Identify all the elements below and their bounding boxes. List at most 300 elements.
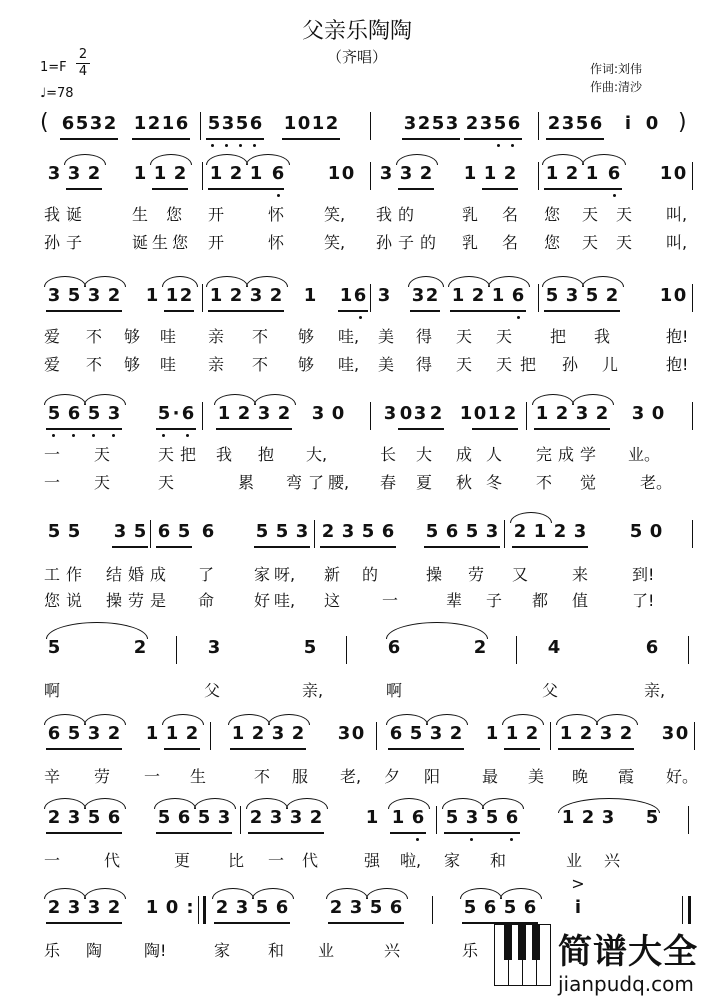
note: 2 <box>251 723 265 744</box>
slur <box>150 154 192 165</box>
slur <box>44 276 86 287</box>
note: 0 <box>649 521 663 542</box>
note: 3 <box>411 285 425 306</box>
note: 6 <box>483 897 497 918</box>
note: 2 <box>291 723 305 744</box>
lyrics-3a <box>40 442 694 464</box>
lyric: 命 <box>197 591 214 610</box>
note: 5 <box>255 897 269 918</box>
octave-dot <box>112 434 115 437</box>
lyric: 腰, <box>328 473 350 492</box>
lyric: 我 <box>215 445 232 464</box>
note: 1 <box>491 285 505 306</box>
note: 2 <box>277 403 291 424</box>
underline <box>398 428 444 430</box>
lyric: 一 <box>43 445 60 464</box>
lyric: 服 <box>291 767 308 786</box>
slur <box>64 154 106 165</box>
time-bottom: 4 <box>78 64 88 79</box>
note: 1 <box>165 285 179 306</box>
slur <box>212 888 254 899</box>
lyric: 您 <box>171 233 188 252</box>
lyric: 笑, <box>324 233 346 252</box>
note: 0 <box>399 403 413 424</box>
lyric: 陶! <box>144 941 167 960</box>
watermark-name: 简谱大全 <box>558 932 698 972</box>
note: 6 <box>275 897 289 918</box>
note: 2 <box>47 807 61 828</box>
lyric: 大, <box>306 445 328 464</box>
lyric: 代 <box>103 851 120 870</box>
lyric: 成 <box>149 565 166 584</box>
lyric: 代 <box>301 851 318 870</box>
underline <box>534 428 610 430</box>
underline <box>248 832 324 834</box>
score-row-7 <box>40 806 694 830</box>
note: 3 <box>207 637 221 658</box>
score-row-5 <box>40 636 694 660</box>
slur <box>246 798 288 809</box>
lyric: 辛 <box>43 767 60 786</box>
lyric: 不 <box>535 473 552 492</box>
note: 3 <box>349 897 363 918</box>
lyric: 我 <box>593 327 610 346</box>
note: 6 <box>607 163 621 184</box>
note: 1 <box>311 113 325 134</box>
barline <box>202 162 203 190</box>
lyric: 好 <box>253 591 270 610</box>
lyric: 天 <box>615 205 632 224</box>
lyric: 一 <box>267 851 284 870</box>
final-barline-thick <box>688 896 691 924</box>
intro-close-paren: ) <box>678 110 687 135</box>
note: 3 <box>87 723 101 744</box>
note: 1 <box>133 163 147 184</box>
lyric: 来 <box>571 565 588 584</box>
note: 2 <box>555 403 569 424</box>
slur <box>254 394 296 405</box>
lyric: 笑, <box>324 205 346 224</box>
lyric: 啊 <box>385 681 402 700</box>
note: 6 <box>445 521 459 542</box>
lyric: 天 <box>93 445 110 464</box>
lyric: 阳 <box>423 767 440 786</box>
note: 3 <box>47 163 61 184</box>
note: 2 <box>553 521 567 542</box>
lyric: 把 <box>179 445 196 464</box>
slur <box>582 276 624 287</box>
octave-dot <box>511 144 514 147</box>
barline <box>688 636 689 664</box>
lyric: 呀, <box>274 565 296 584</box>
underline <box>46 832 122 834</box>
lyric: 生 <box>131 205 148 224</box>
note: 3 <box>341 521 355 542</box>
slur <box>542 276 584 287</box>
underline <box>388 748 464 750</box>
note: 1 <box>659 163 673 184</box>
note: 3 <box>403 113 417 134</box>
note: 5 <box>177 521 191 542</box>
lyric: 不 <box>85 355 102 374</box>
note: 3 <box>337 723 351 744</box>
note: 5 <box>235 113 249 134</box>
note: 1 <box>161 113 175 134</box>
lyric: 晚 <box>571 767 588 786</box>
octave-dot <box>186 434 189 437</box>
note: 3 <box>289 807 303 828</box>
note: 2 <box>269 285 283 306</box>
slur <box>162 714 204 725</box>
note: 1 <box>463 163 477 184</box>
intro-row <box>40 112 694 136</box>
lyric: 更 <box>173 851 190 870</box>
note: 1 <box>327 163 341 184</box>
note: 1 <box>483 163 497 184</box>
note: 3 <box>445 113 459 134</box>
barline <box>692 402 693 430</box>
lyric: 工 <box>43 565 60 584</box>
lyric: 名 <box>501 205 518 224</box>
lyric: 弯 <box>285 473 302 492</box>
note: 3 <box>235 897 249 918</box>
slur <box>488 276 530 287</box>
lyric: 新 <box>323 565 340 584</box>
site-watermark <box>494 924 714 997</box>
note: 5 <box>75 113 89 134</box>
lyric: 最 <box>481 767 498 786</box>
underline <box>546 138 604 140</box>
octave-dot <box>416 838 419 841</box>
slur <box>596 714 638 725</box>
lyric: 兴 <box>383 941 400 960</box>
octave-dot <box>72 434 75 437</box>
barline <box>200 112 201 140</box>
lyrics-7 <box>40 848 694 870</box>
note: 3 <box>67 897 81 918</box>
note: 3 <box>429 723 443 744</box>
barline <box>526 402 527 430</box>
barline <box>550 722 551 750</box>
lyric: 了 <box>197 565 214 584</box>
lyric: 不 <box>251 355 268 374</box>
barline <box>538 284 539 312</box>
lyric: 哇 <box>159 355 176 374</box>
note: 2 <box>619 723 633 744</box>
lyrics-2a <box>40 324 694 346</box>
slur <box>542 154 584 165</box>
score-row-6 <box>40 722 694 746</box>
note: 3 <box>217 807 231 828</box>
note: 0 <box>673 285 687 306</box>
lyric: 抱! <box>666 355 689 374</box>
lyric: 够 <box>123 355 140 374</box>
note: 2 <box>579 723 593 744</box>
barline <box>346 636 347 664</box>
note: 3 <box>249 285 263 306</box>
note: 2 <box>179 285 193 306</box>
lyric: 乐 <box>461 941 478 960</box>
lyric: 一 <box>43 851 60 870</box>
note: 2 <box>185 723 199 744</box>
barline <box>370 284 371 312</box>
lyric: 得 <box>415 327 432 346</box>
underline <box>230 748 306 750</box>
barline <box>202 402 203 430</box>
barline <box>504 520 505 548</box>
note: 2 <box>215 897 229 918</box>
time-signature <box>76 48 90 79</box>
score-row-1 <box>40 162 694 186</box>
octave-dot <box>162 434 165 437</box>
slur <box>286 798 328 809</box>
lyric: 您 <box>543 205 560 224</box>
lyric: 抱 <box>257 445 274 464</box>
slur <box>46 622 148 639</box>
octave-dot <box>517 316 520 319</box>
underline <box>156 546 192 548</box>
underline <box>132 138 190 140</box>
slur <box>572 394 614 405</box>
intro-open-paren: ( <box>40 110 49 135</box>
note: 1 <box>145 285 159 306</box>
lyric: 诞 <box>131 233 148 252</box>
underline <box>544 188 622 190</box>
lyric: 父 <box>541 681 558 700</box>
underline <box>46 922 122 924</box>
octave-dot <box>239 144 242 147</box>
note: 6 <box>389 723 403 744</box>
lyrics-3b <box>40 470 694 492</box>
lyric: 够 <box>297 355 314 374</box>
octave-dot <box>253 144 256 147</box>
slur <box>84 394 126 405</box>
note: 3 <box>661 723 675 744</box>
slur <box>44 798 86 809</box>
note: 1 <box>533 521 547 542</box>
slur <box>246 276 288 287</box>
note: 3 <box>561 113 575 134</box>
note: 5 <box>585 285 599 306</box>
lyric: 天 <box>615 233 632 252</box>
note: 2 <box>503 403 517 424</box>
barline <box>370 162 371 190</box>
note: 1 <box>487 403 501 424</box>
lyricist-credit: 作词:刘伟 <box>590 62 643 76</box>
note: i <box>574 897 582 918</box>
note: 2 <box>525 723 539 744</box>
underline <box>152 188 188 190</box>
black-key <box>518 924 526 960</box>
note: 2 <box>473 637 487 658</box>
lyric: 成 <box>557 445 574 464</box>
note: 3 <box>87 285 101 306</box>
repeat-barline <box>198 896 199 924</box>
slur <box>194 798 236 809</box>
note: 2 <box>329 897 343 918</box>
note: 5 <box>463 897 477 918</box>
note: 5 <box>409 723 423 744</box>
note: 3 <box>575 403 589 424</box>
lyric: 天 <box>495 327 512 346</box>
lyric: 您 <box>165 205 182 224</box>
lyric: 夏 <box>415 473 432 492</box>
note: 1 <box>585 163 599 184</box>
lyrics-2b <box>40 352 694 374</box>
lyric: 够 <box>123 327 140 346</box>
note: 5 <box>157 807 171 828</box>
underline <box>444 832 520 834</box>
note: 3 <box>87 897 101 918</box>
note: 2 <box>425 285 439 306</box>
score-row-2 <box>40 284 694 308</box>
lyric: 得 <box>415 355 432 374</box>
lyric: 啦, <box>400 851 422 870</box>
note: 3 <box>221 113 235 134</box>
slur <box>386 714 428 725</box>
note: 2 <box>429 403 443 424</box>
note: 3 <box>67 163 81 184</box>
slur <box>500 888 542 899</box>
note: 5 <box>47 521 61 542</box>
octave-dot <box>510 838 513 841</box>
note: 5 <box>87 807 101 828</box>
note: 6 <box>507 113 521 134</box>
slur <box>482 798 524 809</box>
lyric: 叫, <box>666 233 688 252</box>
piano-keys-icon <box>494 924 552 986</box>
lyric: 大 <box>415 445 432 464</box>
note: 2 <box>107 723 121 744</box>
note: 0 <box>673 163 687 184</box>
underline <box>66 188 102 190</box>
note: 3 <box>565 285 579 306</box>
underline <box>46 748 122 750</box>
underline <box>282 138 340 140</box>
barline <box>210 722 211 750</box>
note: 6 <box>381 521 395 542</box>
lyric: 的 <box>361 565 378 584</box>
note: 1 <box>545 163 559 184</box>
note: 6 <box>589 113 603 134</box>
lyric: 乐 <box>43 941 60 960</box>
repeat-dots: : <box>186 897 194 918</box>
slur <box>326 888 368 899</box>
note: 6 <box>645 637 659 658</box>
note: 6 <box>157 521 171 542</box>
note: 5 <box>369 897 383 918</box>
octave-dot <box>497 144 500 147</box>
barline <box>694 722 695 750</box>
lyric: 天 <box>157 445 174 464</box>
note: 2 <box>107 285 121 306</box>
note: 5 <box>47 637 61 658</box>
note: · <box>172 403 180 424</box>
note: 1 <box>217 403 231 424</box>
underline <box>216 428 292 430</box>
note: 2 <box>503 163 517 184</box>
underline <box>390 832 426 834</box>
note: 3 <box>631 403 645 424</box>
slur <box>366 888 408 899</box>
lyric: 不 <box>85 327 102 346</box>
underline <box>156 428 196 430</box>
note: 3 <box>399 163 413 184</box>
note: 1 <box>485 723 499 744</box>
lyric: 乳 <box>461 205 478 224</box>
underline <box>338 310 368 312</box>
slur <box>84 798 126 809</box>
note: 3 <box>573 521 587 542</box>
note: 6 <box>387 637 401 658</box>
note: 5 <box>67 723 81 744</box>
note: 3 <box>269 807 283 828</box>
note: 2 <box>471 285 485 306</box>
note: 0 <box>341 163 355 184</box>
lyric: 生 <box>151 233 168 252</box>
lyric: 说 <box>65 591 82 610</box>
slur <box>460 888 502 899</box>
note: 4 <box>547 637 561 658</box>
note: 3 <box>67 807 81 828</box>
barline <box>240 806 241 834</box>
underline <box>208 188 284 190</box>
note: 0 <box>675 723 689 744</box>
note: 5 <box>629 521 643 542</box>
lyric: 业。 <box>628 445 661 464</box>
note: 6 <box>181 403 195 424</box>
note: 3 <box>479 113 493 134</box>
lyric: 劳 <box>467 565 484 584</box>
note: 6 <box>353 285 367 306</box>
underline <box>410 310 440 312</box>
lyric: 兴 <box>603 851 620 870</box>
lyric: 把 <box>549 327 566 346</box>
octave-dot <box>613 194 616 197</box>
note: 2 <box>419 163 433 184</box>
note: 5 <box>47 403 61 424</box>
slur <box>44 888 86 899</box>
note: 1 <box>133 113 147 134</box>
note: 6 <box>411 807 425 828</box>
underline <box>450 310 526 312</box>
lyric: 操 <box>105 591 122 610</box>
note: 3 <box>601 807 615 828</box>
lyric: 的 <box>397 205 414 224</box>
lyric: 到! <box>632 565 655 584</box>
lyric: 天 <box>581 233 598 252</box>
note: 5 <box>493 113 507 134</box>
lyrics-4b <box>40 588 694 610</box>
note: 3 <box>485 521 499 542</box>
slur <box>510 512 552 523</box>
note: 2 <box>581 807 595 828</box>
lyric: 抱! <box>666 327 689 346</box>
lyric: 天 <box>455 327 472 346</box>
slur <box>44 394 86 405</box>
note: 1 <box>505 723 519 744</box>
underline <box>206 138 264 140</box>
underline <box>544 310 620 312</box>
note: 6 <box>505 807 519 828</box>
lyric: 父 <box>203 681 220 700</box>
lyric: 爱 <box>43 355 60 374</box>
note: 2 <box>229 163 243 184</box>
note: 0 <box>473 403 487 424</box>
note: 2 <box>449 723 463 744</box>
lyric: 一 <box>43 473 60 492</box>
note: 1 <box>283 113 297 134</box>
